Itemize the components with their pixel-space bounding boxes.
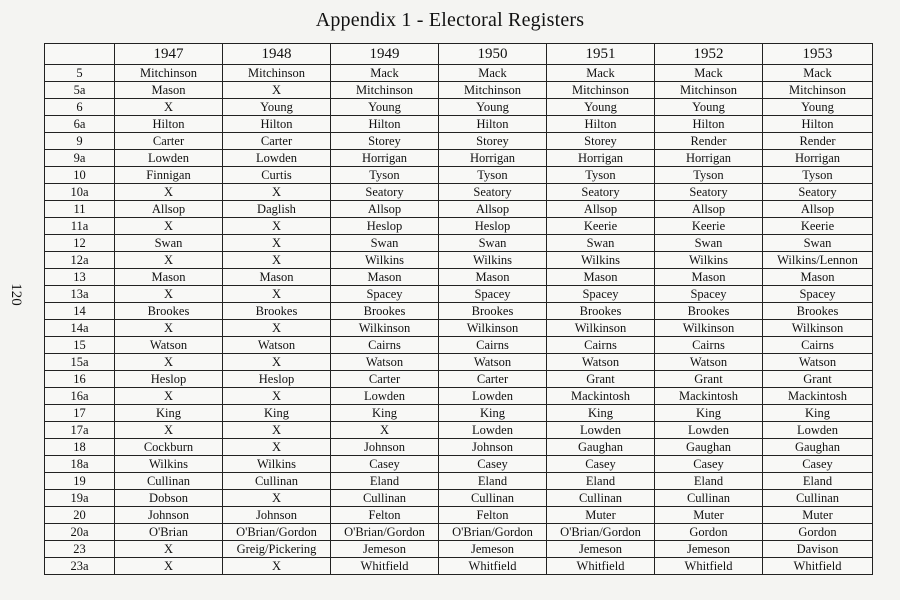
- house-number-cell: 15: [45, 337, 115, 354]
- occupant-cell: Watson: [223, 337, 331, 354]
- occupant-cell: Swan: [331, 235, 439, 252]
- occupant-cell: Carter: [223, 133, 331, 150]
- house-number-cell: 16: [45, 371, 115, 388]
- table-row: [45, 524, 873, 541]
- occupant-cell: Seatory: [439, 184, 547, 201]
- occupant-cell: Cairns: [655, 337, 763, 354]
- occupant-cell: Wilkins/Lennon: [763, 252, 873, 269]
- occupant-cell: Allsop: [331, 201, 439, 218]
- occupant-cell: Mason: [115, 269, 223, 286]
- occupant-cell: Watson: [655, 354, 763, 371]
- table-body: [45, 65, 873, 575]
- occupant-cell: Horrigan: [655, 150, 763, 167]
- occupant-cell: Horrigan: [439, 150, 547, 167]
- table-row: [45, 286, 873, 303]
- occupant-cell: Whitfield: [331, 558, 439, 575]
- occupant-cell: Johnson: [439, 439, 547, 456]
- table-row: [45, 456, 873, 473]
- occupant-cell: Tyson: [547, 167, 655, 184]
- occupant-cell: Tyson: [439, 167, 547, 184]
- occupant-cell: Casey: [439, 456, 547, 473]
- occupant-cell: Cairns: [547, 337, 655, 354]
- year-header: 1947: [115, 44, 223, 65]
- table-row: [45, 133, 873, 150]
- occupant-cell: Lowden: [115, 150, 223, 167]
- header-corner-cell: [45, 44, 115, 65]
- occupant-cell: Mason: [223, 269, 331, 286]
- table-row: [45, 473, 873, 490]
- occupant-cell: King: [115, 405, 223, 422]
- occupant-cell: X: [115, 320, 223, 337]
- occupant-cell: King: [223, 405, 331, 422]
- occupant-cell: X: [115, 541, 223, 558]
- table-row: [45, 116, 873, 133]
- occupant-cell: O'Brian/Gordon: [331, 524, 439, 541]
- occupant-cell: Cullinan: [655, 490, 763, 507]
- year-header: 1948: [223, 44, 331, 65]
- occupant-cell: Cairns: [763, 337, 873, 354]
- occupant-cell: Heslop: [439, 218, 547, 235]
- house-number-cell: 17: [45, 405, 115, 422]
- occupant-cell: Hilton: [655, 116, 763, 133]
- occupant-cell: Swan: [547, 235, 655, 252]
- occupant-cell: Tyson: [763, 167, 873, 184]
- occupant-cell: Hilton: [439, 116, 547, 133]
- table-row: [45, 99, 873, 116]
- table-row: [45, 405, 873, 422]
- table-row: [45, 252, 873, 269]
- table-row: [45, 150, 873, 167]
- year-header: 1950: [439, 44, 547, 65]
- occupant-cell: Cullinan: [331, 490, 439, 507]
- occupant-cell: Lowden: [439, 422, 547, 439]
- occupant-cell: Casey: [547, 456, 655, 473]
- occupant-cell: Mack: [439, 65, 547, 82]
- year-header: 1953: [763, 44, 873, 65]
- table-row: [45, 218, 873, 235]
- occupant-cell: Mason: [547, 269, 655, 286]
- occupant-cell: Cullinan: [115, 473, 223, 490]
- occupant-cell: Tyson: [331, 167, 439, 184]
- occupant-cell: Storey: [547, 133, 655, 150]
- occupant-cell: Gordon: [763, 524, 873, 541]
- table-row: [45, 184, 873, 201]
- occupant-cell: Wilkins: [331, 252, 439, 269]
- house-number-cell: 18: [45, 439, 115, 456]
- occupant-cell: Heslop: [223, 371, 331, 388]
- occupant-cell: Cairns: [331, 337, 439, 354]
- occupant-cell: Storey: [439, 133, 547, 150]
- occupant-cell: Watson: [115, 337, 223, 354]
- occupant-cell: Dobson: [115, 490, 223, 507]
- house-number-cell: 12: [45, 235, 115, 252]
- occupant-cell: Allsop: [439, 201, 547, 218]
- occupant-cell: Storey: [331, 133, 439, 150]
- occupant-cell: X: [223, 490, 331, 507]
- occupant-cell: Seatory: [763, 184, 873, 201]
- occupant-cell: Felton: [331, 507, 439, 524]
- occupant-cell: Hilton: [115, 116, 223, 133]
- occupant-cell: Wilkins: [223, 456, 331, 473]
- occupant-cell: Mitchinson: [655, 82, 763, 99]
- occupant-cell: Spacey: [655, 286, 763, 303]
- occupant-cell: Muter: [547, 507, 655, 524]
- occupant-cell: X: [115, 354, 223, 371]
- occupant-cell: Lowden: [223, 150, 331, 167]
- occupant-cell: Keerie: [763, 218, 873, 235]
- occupant-cell: Curtis: [223, 167, 331, 184]
- occupant-cell: Watson: [439, 354, 547, 371]
- house-number-cell: 20a: [45, 524, 115, 541]
- house-number-cell: 10a: [45, 184, 115, 201]
- house-number-cell: 15a: [45, 354, 115, 371]
- occupant-cell: Casey: [655, 456, 763, 473]
- occupant-cell: Carter: [439, 371, 547, 388]
- occupant-cell: X: [223, 439, 331, 456]
- occupant-cell: Finnigan: [115, 167, 223, 184]
- occupant-cell: King: [439, 405, 547, 422]
- occupant-cell: X: [223, 388, 331, 405]
- house-number-cell: 9a: [45, 150, 115, 167]
- house-number-cell: 12a: [45, 252, 115, 269]
- house-number-cell: 11a: [45, 218, 115, 235]
- occupant-cell: Young: [655, 99, 763, 116]
- occupant-cell: Mack: [763, 65, 873, 82]
- occupant-cell: Mason: [115, 82, 223, 99]
- occupant-cell: X: [331, 422, 439, 439]
- occupant-cell: Greig/Pickering: [223, 541, 331, 558]
- occupant-cell: Allsop: [115, 201, 223, 218]
- occupant-cell: Young: [763, 99, 873, 116]
- occupant-cell: Render: [655, 133, 763, 150]
- table-row: [45, 490, 873, 507]
- occupant-cell: X: [115, 218, 223, 235]
- table-row: [45, 371, 873, 388]
- occupant-cell: Young: [439, 99, 547, 116]
- occupant-cell: Lowden: [547, 422, 655, 439]
- occupant-cell: Gordon: [655, 524, 763, 541]
- house-number-cell: 11: [45, 201, 115, 218]
- occupant-cell: Mason: [763, 269, 873, 286]
- house-number-cell: 14a: [45, 320, 115, 337]
- house-number-cell: 17a: [45, 422, 115, 439]
- occupant-cell: Hilton: [763, 116, 873, 133]
- house-number-cell: 9: [45, 133, 115, 150]
- occupant-cell: Spacey: [763, 286, 873, 303]
- house-number-cell: 16a: [45, 388, 115, 405]
- occupant-cell: Eland: [439, 473, 547, 490]
- occupant-cell: Mitchinson: [439, 82, 547, 99]
- occupant-cell: X: [223, 218, 331, 235]
- table-row: [45, 558, 873, 575]
- occupant-cell: Jemeson: [547, 541, 655, 558]
- occupant-cell: Heslop: [331, 218, 439, 235]
- occupant-cell: Grant: [655, 371, 763, 388]
- occupant-cell: Swan: [439, 235, 547, 252]
- occupant-cell: X: [223, 252, 331, 269]
- occupant-cell: Cairns: [439, 337, 547, 354]
- occupant-cell: X: [115, 184, 223, 201]
- occupant-cell: Keerie: [547, 218, 655, 235]
- occupant-cell: X: [115, 388, 223, 405]
- house-number-cell: 10: [45, 167, 115, 184]
- occupant-cell: Young: [547, 99, 655, 116]
- electoral-register-table: [44, 43, 873, 575]
- house-number-cell: 13: [45, 269, 115, 286]
- header-row: [45, 44, 873, 65]
- occupant-cell: Cullinan: [223, 473, 331, 490]
- occupant-cell: Brookes: [439, 303, 547, 320]
- house-number-cell: 6a: [45, 116, 115, 133]
- occupant-cell: Cullinan: [439, 490, 547, 507]
- occupant-cell: X: [115, 99, 223, 116]
- occupant-cell: Mackintosh: [547, 388, 655, 405]
- occupant-cell: Wilkinson: [655, 320, 763, 337]
- occupant-cell: Wilkinson: [763, 320, 873, 337]
- occupant-cell: X: [115, 422, 223, 439]
- table-row: [45, 422, 873, 439]
- occupant-cell: Swan: [115, 235, 223, 252]
- occupant-cell: Eland: [655, 473, 763, 490]
- occupant-cell: X: [223, 82, 331, 99]
- occupant-cell: Watson: [547, 354, 655, 371]
- occupant-cell: Mackintosh: [763, 388, 873, 405]
- occupant-cell: Davison: [763, 541, 873, 558]
- occupant-cell: Cullinan: [763, 490, 873, 507]
- occupant-cell: Wilkins: [115, 456, 223, 473]
- table-row: [45, 82, 873, 99]
- occupant-cell: Whitfield: [763, 558, 873, 575]
- house-number-cell: 19: [45, 473, 115, 490]
- occupant-cell: Wilkins: [655, 252, 763, 269]
- page-title: Appendix 1 - Electoral Registers: [315, 9, 585, 31]
- occupant-cell: Brookes: [655, 303, 763, 320]
- house-number-cell: 23: [45, 541, 115, 558]
- occupant-cell: Tyson: [655, 167, 763, 184]
- table-row: [45, 439, 873, 456]
- house-number-cell: 18a: [45, 456, 115, 473]
- occupant-cell: Brookes: [115, 303, 223, 320]
- occupant-cell: Wilkinson: [547, 320, 655, 337]
- table-row: [45, 269, 873, 286]
- occupant-cell: Seatory: [331, 184, 439, 201]
- occupant-cell: Mason: [439, 269, 547, 286]
- table-row: [45, 337, 873, 354]
- occupant-cell: Mitchinson: [547, 82, 655, 99]
- occupant-cell: Brookes: [223, 303, 331, 320]
- occupant-cell: Keerie: [655, 218, 763, 235]
- occupant-cell: Horrigan: [331, 150, 439, 167]
- occupant-cell: Hilton: [547, 116, 655, 133]
- occupant-cell: Gaughan: [655, 439, 763, 456]
- occupant-cell: Eland: [763, 473, 873, 490]
- occupant-cell: Spacey: [331, 286, 439, 303]
- occupant-cell: Allsop: [547, 201, 655, 218]
- occupant-cell: Swan: [763, 235, 873, 252]
- occupant-cell: X: [223, 422, 331, 439]
- occupant-cell: Swan: [655, 235, 763, 252]
- house-number-cell: 14: [45, 303, 115, 320]
- occupant-cell: Jemeson: [655, 541, 763, 558]
- occupant-cell: Mitchinson: [331, 82, 439, 99]
- occupant-cell: O'Brian/Gordon: [439, 524, 547, 541]
- table-row: [45, 303, 873, 320]
- occupant-cell: Daglish: [223, 201, 331, 218]
- house-number-cell: 20: [45, 507, 115, 524]
- occupant-cell: Wilkins: [439, 252, 547, 269]
- occupant-cell: Mason: [655, 269, 763, 286]
- occupant-cell: Cockburn: [115, 439, 223, 456]
- occupant-cell: Whitfield: [655, 558, 763, 575]
- year-header: 1949: [331, 44, 439, 65]
- occupant-cell: X: [223, 184, 331, 201]
- occupant-cell: Seatory: [547, 184, 655, 201]
- occupant-cell: Johnson: [115, 507, 223, 524]
- occupant-cell: Jemeson: [331, 541, 439, 558]
- table-row: [45, 201, 873, 218]
- occupant-cell: O'Brian/Gordon: [223, 524, 331, 541]
- table-row: [45, 65, 873, 82]
- occupant-cell: Cullinan: [547, 490, 655, 507]
- occupant-cell: Hilton: [223, 116, 331, 133]
- occupant-cell: O'Brian/Gordon: [547, 524, 655, 541]
- occupant-cell: X: [115, 286, 223, 303]
- occupant-cell: Mitchinson: [763, 82, 873, 99]
- occupant-cell: Young: [223, 99, 331, 116]
- house-number-cell: 19a: [45, 490, 115, 507]
- house-number-cell: 23a: [45, 558, 115, 575]
- occupant-cell: Gaughan: [547, 439, 655, 456]
- occupant-cell: Lowden: [439, 388, 547, 405]
- occupant-cell: King: [655, 405, 763, 422]
- occupant-cell: Lowden: [763, 422, 873, 439]
- occupant-cell: Allsop: [763, 201, 873, 218]
- occupant-cell: Wilkins: [547, 252, 655, 269]
- occupant-cell: Horrigan: [763, 150, 873, 167]
- table-row: [45, 507, 873, 524]
- occupant-cell: Muter: [655, 507, 763, 524]
- occupant-cell: Eland: [547, 473, 655, 490]
- occupant-cell: Spacey: [547, 286, 655, 303]
- occupant-cell: X: [223, 558, 331, 575]
- occupant-cell: Brookes: [547, 303, 655, 320]
- occupant-cell: Gaughan: [763, 439, 873, 456]
- occupant-cell: Spacey: [439, 286, 547, 303]
- occupant-cell: Young: [331, 99, 439, 116]
- occupant-cell: Casey: [763, 456, 873, 473]
- occupant-cell: Whitfield: [439, 558, 547, 575]
- occupant-cell: Allsop: [655, 201, 763, 218]
- occupant-cell: King: [331, 405, 439, 422]
- occupant-cell: O'Brian: [115, 524, 223, 541]
- occupant-cell: Mack: [547, 65, 655, 82]
- occupant-cell: Brookes: [331, 303, 439, 320]
- occupant-cell: Wilkinson: [331, 320, 439, 337]
- occupant-cell: Jemeson: [439, 541, 547, 558]
- occupant-cell: Mason: [331, 269, 439, 286]
- occupant-cell: King: [763, 405, 873, 422]
- occupant-cell: Casey: [331, 456, 439, 473]
- occupant-cell: Mack: [331, 65, 439, 82]
- occupant-cell: Mitchinson: [115, 65, 223, 82]
- occupant-cell: Mack: [655, 65, 763, 82]
- occupant-cell: King: [547, 405, 655, 422]
- occupant-cell: Heslop: [115, 371, 223, 388]
- occupant-cell: X: [223, 320, 331, 337]
- occupant-cell: Grant: [547, 371, 655, 388]
- table-row: [45, 167, 873, 184]
- occupant-cell: Watson: [331, 354, 439, 371]
- occupant-cell: X: [115, 558, 223, 575]
- occupant-cell: Render: [763, 133, 873, 150]
- table-row: [45, 235, 873, 252]
- occupant-cell: Muter: [763, 507, 873, 524]
- occupant-cell: Horrigan: [547, 150, 655, 167]
- page-number: 120: [7, 283, 24, 306]
- occupant-cell: Wilkinson: [439, 320, 547, 337]
- occupant-cell: Watson: [763, 354, 873, 371]
- table-row: [45, 388, 873, 405]
- occupant-cell: Carter: [331, 371, 439, 388]
- occupant-cell: X: [115, 252, 223, 269]
- occupant-cell: Felton: [439, 507, 547, 524]
- table-row: [45, 541, 873, 558]
- occupant-cell: X: [223, 235, 331, 252]
- house-number-cell: 6: [45, 99, 115, 116]
- occupant-cell: X: [223, 354, 331, 371]
- house-number-cell: 13a: [45, 286, 115, 303]
- year-header: 1952: [655, 44, 763, 65]
- house-number-cell: 5a: [45, 82, 115, 99]
- occupant-cell: Lowden: [331, 388, 439, 405]
- occupant-cell: Mitchinson: [223, 65, 331, 82]
- occupant-cell: Eland: [331, 473, 439, 490]
- occupant-cell: X: [223, 286, 331, 303]
- table-row: [45, 320, 873, 337]
- table-header: [45, 44, 873, 65]
- occupant-cell: Whitfield: [547, 558, 655, 575]
- occupant-cell: Mackintosh: [655, 388, 763, 405]
- house-number-cell: 5: [45, 65, 115, 82]
- occupant-cell: Brookes: [763, 303, 873, 320]
- occupant-cell: Carter: [115, 133, 223, 150]
- occupant-cell: Grant: [763, 371, 873, 388]
- occupant-cell: Johnson: [223, 507, 331, 524]
- table-row: [45, 354, 873, 371]
- occupant-cell: Seatory: [655, 184, 763, 201]
- occupant-cell: Hilton: [331, 116, 439, 133]
- occupant-cell: Johnson: [331, 439, 439, 456]
- year-header: 1951: [547, 44, 655, 65]
- occupant-cell: Lowden: [655, 422, 763, 439]
